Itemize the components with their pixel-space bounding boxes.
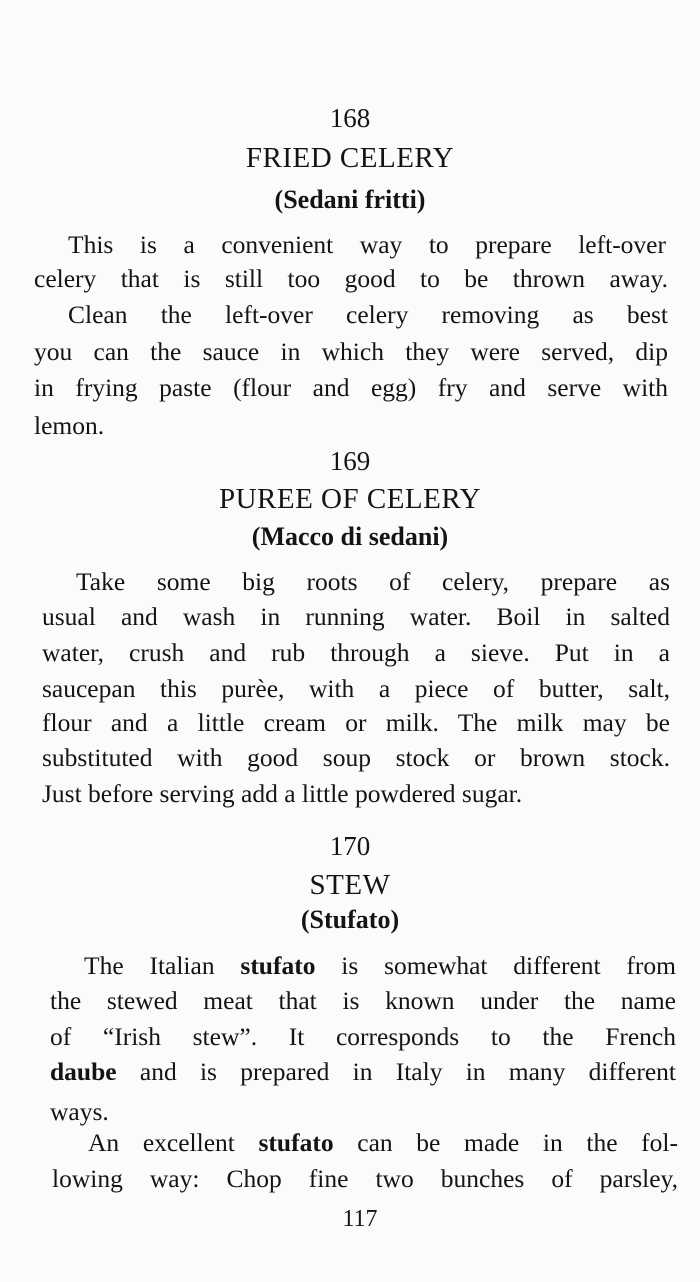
body-line: ways. [50,1097,109,1126]
body-line: celery that is still too good to be thrown away. [34,264,668,293]
body-line: Just before serving add a little powdered sugar. [42,779,523,808]
emphasis-word: daube [50,1057,117,1086]
body-line: the stewed meat that is known under the name [50,986,676,1015]
page-number: 117 [342,1206,378,1232]
body-line: lemon. [34,411,105,440]
body-line: This is a convenient way to prepare left-over [68,230,666,259]
body-line: usual and wash in running water. Boil in salted [42,602,670,631]
body-line: water, crush and rub through a sieve. Put in a [42,638,670,667]
recipe-subtitle: (Stufato) [300,905,400,934]
body-line: lowing way: Chop fine two bunches of parsley, [52,1164,678,1193]
body-line: Clean the left-over celery removing as best [68,300,668,329]
recipe-title: PUREE OF CELERY [218,483,482,515]
emphasis-word: stufato [258,1128,334,1157]
body-line: Take some big roots of celery, prepare as [76,567,670,596]
body-line: flour and a little cream or milk. The milk may be [42,708,670,737]
body-line: substituted with good soup stock or brown stock. [42,743,670,772]
recipe-title: FRIED CELERY [245,142,455,174]
body-line: in frying paste (flour and egg) fry and serve with [34,373,668,402]
body-line: The Italian stufato is somewhat different from [84,951,676,980]
recipe-subtitle: (Macco di sedani) [251,522,449,551]
body-line: you can the sauce in which they were served, dip [34,337,668,366]
recipe-number: 169 [329,446,371,476]
body-line: saucepan this purèe, with a piece of butter, salt, [42,674,670,703]
body-line: An excellent stufato can be made in the fol- [88,1128,678,1157]
body-line: of “Irish stew”. It corresponds to the French [50,1022,676,1051]
recipe-subtitle: (Sedani fritti) [274,185,426,214]
emphasis-word: stufato [240,951,316,980]
recipe-title: STEW [309,869,391,901]
body-line: daube and is prepared in Italy in many different [50,1057,676,1086]
recipe-number: 168 [329,103,371,133]
recipe-number: 170 [329,831,371,861]
